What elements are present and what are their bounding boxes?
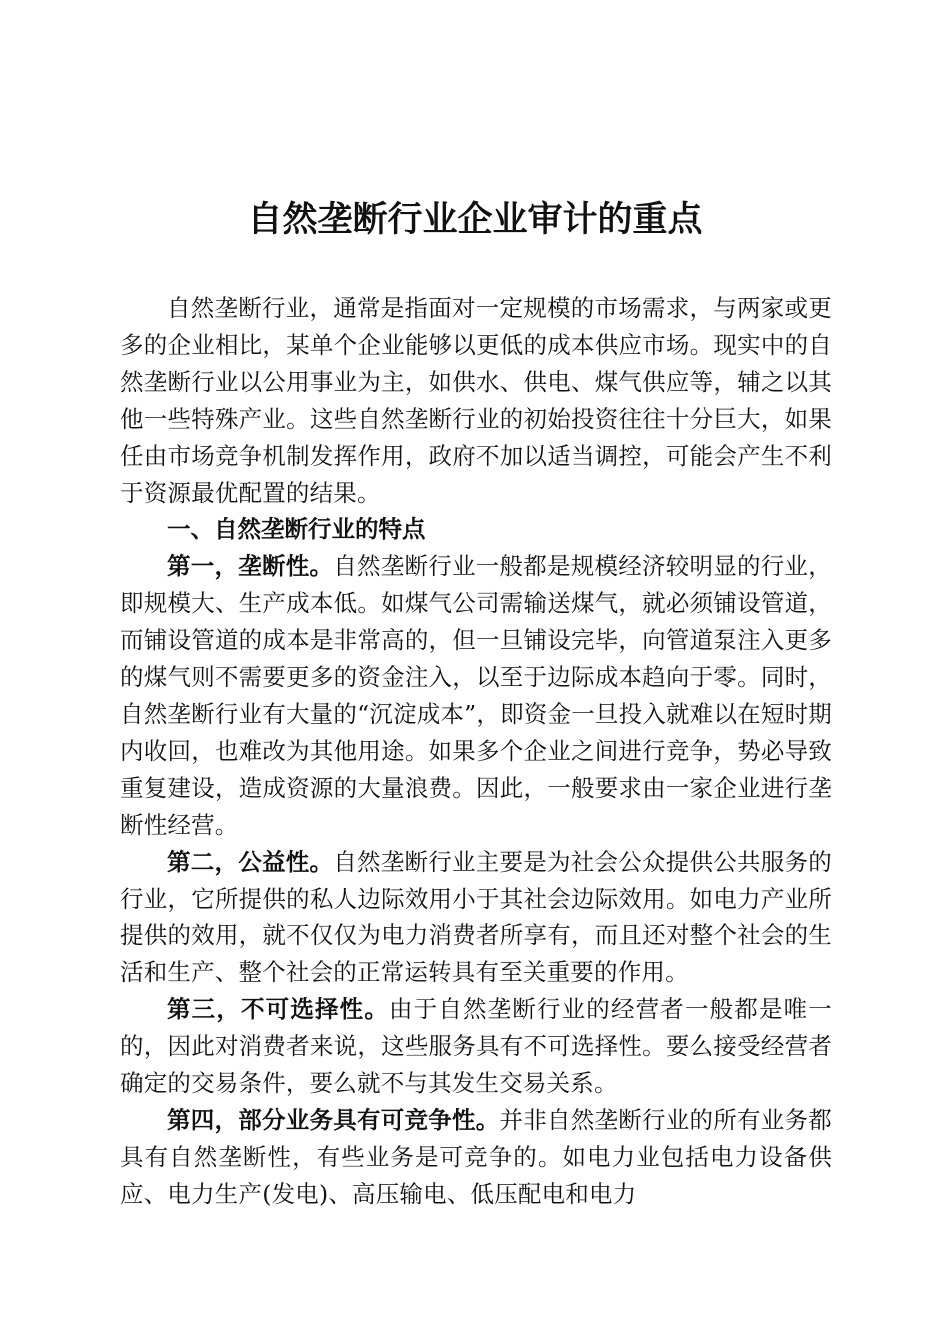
point-text-4: 并非自然垄断行业的所有业务都具有自然垄断性，有些业务是可竞争的。如电力业包括电力设备供应、电力生产(发电)、高压输电、低压配电和电力 [120, 1105, 832, 1208]
point-paragraph-3 [120, 991, 832, 1102]
point-paragraph-2 [120, 844, 832, 992]
point-lead-3: 第三，不可选择性。 [167, 995, 389, 1024]
point-lead-2: 第二，公益性。 [167, 847, 334, 876]
point-paragraph-4 [120, 1102, 832, 1213]
point-lead-4: 第四，部分业务具有可竞争性。 [167, 1105, 500, 1134]
point-text-2: 自然垄断行业主要是为社会公众提供公共服务的行业，它所提供的私人边际效用小于其社会边际效用。如电力产业所提供的效用，就不仅仅为电力消费者所享有，而且还对整个社会的生活和生产、整个社会的正常运转具有至关重要的作用。 [120, 847, 832, 987]
document-body [120, 290, 832, 1213]
intro-paragraph: 自然垄断行业，通常是指面对一定规模的市场需求，与两家或更多的企业相比，某单个企业能够以更低的成本供应市场。现实中的自然垄断行业以公用事业为主，如供水、供电、煤气供应等，辅之以其他一些特殊产业。这些自然垄断行业的初始投资往往十分巨大，如果任由市场竞争机制发挥作用，政府不加以适当调控，可能会产生不利于资源最优配置的结果。 [120, 294, 832, 507]
point-lead-1: 第一，垄断性。 [167, 552, 334, 581]
point-text-3: 由于自然垄断行业的经营者一般都是唯一的，因此对消费者来说，这些服务具有不可选择性。要么接受经营者确定的交易条件，要么就不与其发生交易关系。 [120, 995, 832, 1098]
point-text-1: 自然垄断行业一般都是规模经济较明显的行业，即规模大、生产成本低。如煤气公司需输送煤气，就必须铺设管道，而铺设管道的成本是非常高的，但一旦铺设完毕，向管道泵注入更多的煤气则不需要更多的资金注入，以至于边际成本趋向于零。同时，自然垄断行业有大量的“沉淀成本”，即资金一旦投入就难以在短时期内收回，也难改为其他用途。如果多个企业之间进行竞争，势必导致重复建设，造成资源的大量浪费。因此，一般要求由一家企业进行垄断性经营。 [120, 552, 832, 839]
section-heading-1: 一、自然垄断行业的特点 [167, 515, 426, 544]
document-title: 自然垄断行业企业审计的重点 [247, 199, 703, 240]
point-paragraph-1 [120, 548, 832, 843]
